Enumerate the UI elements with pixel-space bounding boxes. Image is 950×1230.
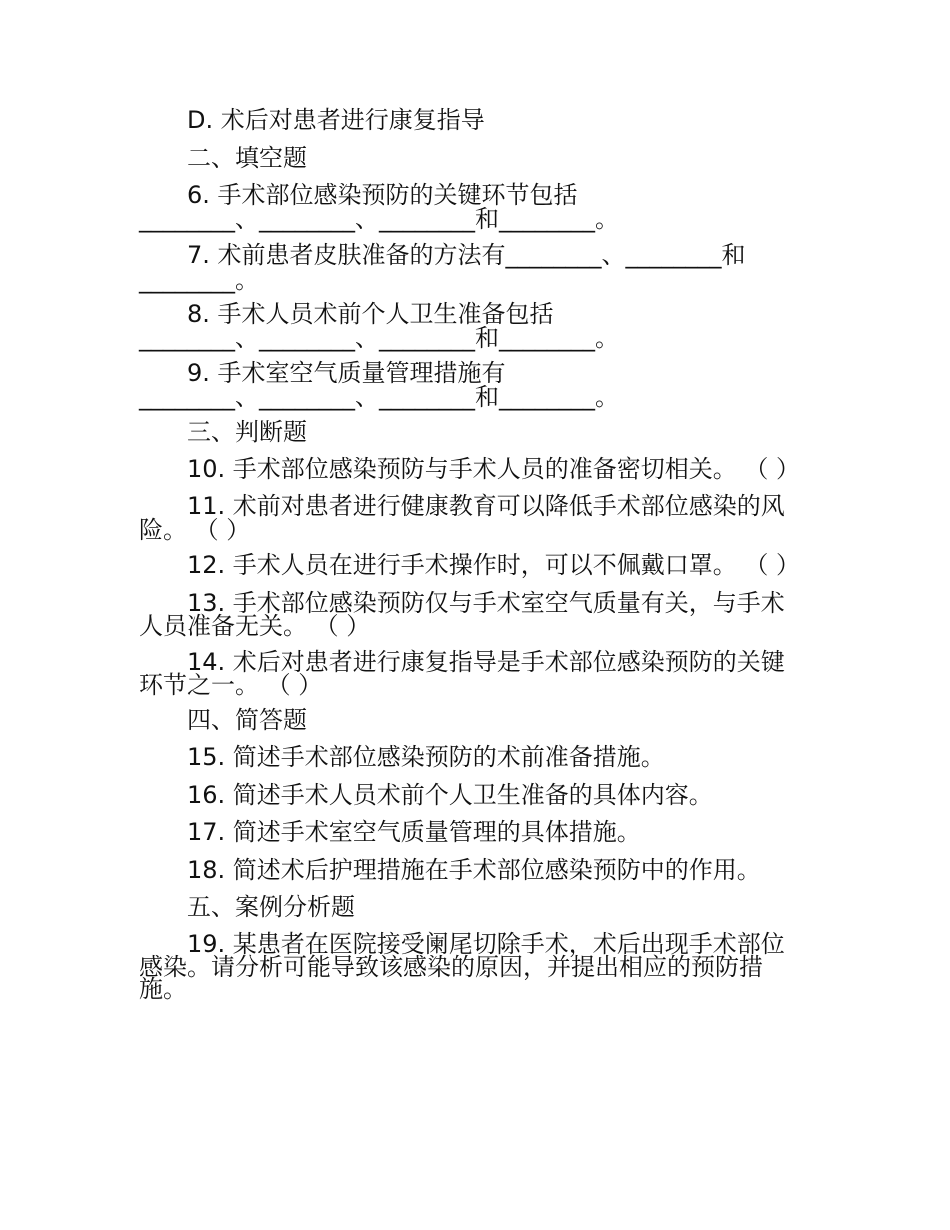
question-19-cont-1: 感染。请分析可能导致该感染的原因，并提出相应的预防措 [139,953,763,981]
question-8: 8. 手术人员术前个人卫生准备包括 [187,300,554,328]
question-7-blanks: ________。 [139,266,259,294]
question-14-cont: 环节之一。 （ ） [139,671,323,699]
question-6-blanks: ________、________、________和________。 [139,205,619,233]
section-heading-fill-in: 二、填空题 [187,144,307,172]
question-14: 14. 术后对患者进行康复指导是手术部位感染预防的关键 [187,648,785,676]
option-d: D. 术后对患者进行康复指导 [187,106,485,134]
question-17: 17. 简述手术室空气质量管理的具体措施。 [187,818,641,846]
question-8-blanks: ________、________、________和________。 [139,324,619,352]
question-18: 18. 简述术后护理措施在手术部位感染预防中的作用。 [187,856,761,884]
question-16: 16. 简述手术人员术前个人卫生准备的具体内容。 [187,781,713,809]
question-11-cont: 险。 （ ） [139,516,251,544]
question-9: 9. 手术室空气质量管理措施有 [187,359,506,387]
question-7: 7. 术前患者皮肤准备的方法有________、________和 [187,241,746,269]
question-19-cont-2: 施。 [139,975,187,1003]
question-19: 19. 某患者在医院接受阑尾切除手术，术后出现手术部位 [187,930,785,958]
question-13: 13. 手术部位感染预防仅与手术室空气质量有关，与手术 [187,589,785,617]
question-6: 6. 手术部位感染预防的关键环节包括 [187,181,578,209]
question-12: 12. 手术人员在进行手术操作时，可以不佩戴口罩。 （ ） [187,551,801,579]
question-9-blanks: ________、________、________和________。 [139,383,619,411]
question-10: 10. 手术部位感染预防与手术人员的准备密切相关。 （ ） [187,455,801,483]
section-heading-short-answer: 四、简答题 [187,706,307,734]
section-heading-true-false: 三、判断题 [187,418,307,446]
question-11: 11. 术前对患者进行健康教育可以降低手术部位感染的风 [187,492,785,520]
section-heading-case-analysis: 五、案例分析题 [187,893,355,921]
question-13-cont: 人员准备无关。 （ ） [139,612,371,640]
question-15: 15. 简述手术部位感染预防的术前准备措施。 [187,743,665,771]
